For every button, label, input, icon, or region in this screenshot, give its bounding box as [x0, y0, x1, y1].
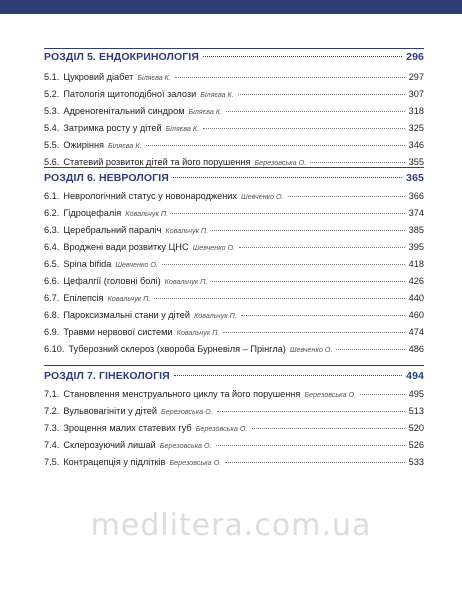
- entry-title: Цукровий діабет: [63, 72, 134, 82]
- toc-entry[interactable]: [44, 191, 424, 201]
- section-page: 296: [406, 51, 424, 63]
- toc-entry[interactable]: [44, 440, 424, 450]
- entry-number: 5.4.: [44, 123, 60, 133]
- entry-author: Шевченко О.: [115, 260, 158, 269]
- entry-title: Цефалгії (головні болі): [63, 276, 161, 286]
- entry-title: Зрощення малих статевих губ: [63, 423, 192, 433]
- entry-number: 6.5.: [44, 259, 60, 269]
- entry-title: Неврологічний статус у новонароджених: [63, 191, 238, 201]
- entry-author: Ковальчук П.: [194, 311, 237, 320]
- entry-number: 7.5.: [44, 457, 60, 467]
- entry-number: 5.1.: [44, 72, 60, 82]
- toc-entry[interactable]: [44, 344, 424, 354]
- dot-leader: [252, 428, 405, 429]
- entry-title: Церебральний параліч: [63, 225, 162, 235]
- entry-page: 440: [408, 293, 424, 303]
- toc-entry[interactable]: [44, 406, 424, 416]
- toc-entry[interactable]: [44, 310, 424, 320]
- entry-author: Ковальчук П.: [164, 277, 208, 286]
- dot-leader: [360, 394, 405, 395]
- section-page: 365: [406, 172, 424, 184]
- dot-leader: [175, 77, 405, 78]
- toc-entry[interactable]: [44, 457, 424, 467]
- entry-title: Затримка росту у дітей: [63, 123, 162, 133]
- entry-page: 346: [408, 140, 424, 150]
- dot-leader: [172, 213, 405, 214]
- dot-leader: [203, 56, 402, 57]
- toc-entry[interactable]: [44, 208, 424, 218]
- entry-author: Березовська О.: [159, 441, 212, 450]
- toc-entry[interactable]: [44, 389, 424, 399]
- entry-title: Епілепсія: [63, 293, 104, 303]
- entry-page: 533: [408, 457, 424, 467]
- entry-title: Патологія щитоподібної залози: [63, 89, 197, 99]
- dot-leader: [223, 332, 404, 333]
- entry-number: 5.3.: [44, 106, 60, 116]
- entry-page: 318: [408, 106, 424, 116]
- dot-leader: [241, 315, 405, 316]
- entry-number: 6.10.: [44, 344, 65, 354]
- entry-number: 7.4.: [44, 440, 60, 450]
- entry-page: 426: [408, 276, 424, 286]
- entry-page: 395: [408, 242, 424, 252]
- entry-page: 325: [408, 123, 424, 133]
- dot-leader: [216, 445, 405, 446]
- section-heading[interactable]: [44, 370, 424, 382]
- entry-page: 486: [408, 344, 424, 354]
- entry-page: 374: [408, 208, 424, 218]
- toc-entry[interactable]: [44, 157, 424, 167]
- entry-page: 355: [408, 157, 424, 167]
- entry-page: 460: [408, 310, 424, 320]
- entry-number: 7.2.: [44, 406, 60, 416]
- toc-entry[interactable]: [44, 423, 424, 433]
- toc-entry[interactable]: [44, 89, 424, 99]
- section-divider: [44, 167, 424, 168]
- entry-page: 366: [408, 191, 424, 201]
- entry-number: 6.8.: [44, 310, 60, 320]
- entry-author: Березовська О.: [254, 158, 307, 167]
- dot-leader: [336, 349, 404, 350]
- entry-author: Шевченко О.: [241, 192, 284, 201]
- dot-leader: [174, 375, 402, 376]
- toc-entry[interactable]: [44, 259, 424, 269]
- entry-number: 6.4.: [44, 242, 60, 252]
- entry-title: Адреногенітальний синдром: [63, 106, 185, 116]
- entry-author: Березовська О.: [169, 458, 222, 467]
- entry-number: 6.6.: [44, 276, 60, 286]
- dot-leader: [212, 281, 405, 282]
- entry-title: Контрацепція у підлітків: [63, 457, 166, 467]
- entry-number: 5.5.: [44, 140, 60, 150]
- entry-title: Вроджені вади розвитку ЦНС: [63, 242, 189, 252]
- entry-number: 6.9.: [44, 327, 60, 337]
- section-title: РОЗДІЛ 6. НЕВРОЛОГІЯ: [44, 172, 169, 184]
- section-heading[interactable]: [44, 51, 424, 63]
- toc-entry[interactable]: [44, 293, 424, 303]
- entry-page: 495: [408, 389, 424, 399]
- entry-page: 385: [408, 225, 424, 235]
- entry-number: 7.1.: [44, 389, 60, 399]
- entry-author: Біляєва К.: [108, 141, 142, 150]
- entry-page: 418: [408, 259, 424, 269]
- entry-title: Травми нервової системи: [63, 327, 173, 337]
- entry-title: Гідроцефалія: [63, 208, 122, 218]
- entry-page: 474: [408, 327, 424, 337]
- toc-entry[interactable]: [44, 242, 424, 252]
- section-title: РОЗДІЛ 7. ГІНЕКОЛОГІЯ: [44, 370, 170, 382]
- dot-leader: [217, 411, 405, 412]
- entry-author: Ковальчук П.: [125, 209, 169, 218]
- watermark: medlitera.com.ua: [90, 508, 372, 543]
- toc-entry[interactable]: [44, 276, 424, 286]
- entry-title: Ожиріння: [63, 140, 105, 150]
- dot-leader: [203, 128, 404, 129]
- dot-leader: [173, 177, 402, 178]
- entry-title: Становлення менструального циклу та його порушення: [63, 389, 301, 399]
- entry-author: Ковальчук П.: [176, 328, 220, 337]
- entry-title: Пароксизмальні стани у дітей: [63, 310, 191, 320]
- toc-entry[interactable]: [44, 225, 424, 235]
- entry-number: 5.2.: [44, 89, 60, 99]
- dot-leader: [212, 230, 404, 231]
- entry-page: 297: [408, 72, 424, 82]
- entry-title: Вульвовагініти у дітей: [63, 406, 157, 416]
- entry-number: 6.3.: [44, 225, 60, 235]
- toc-entry[interactable]: [44, 72, 424, 82]
- entry-page: 520: [408, 423, 424, 433]
- toc-entry[interactable]: [44, 327, 424, 337]
- entry-number: 6.7.: [44, 293, 60, 303]
- entry-author: Шевченко О.: [289, 345, 333, 354]
- entry-author: Біляєва К.: [165, 124, 200, 133]
- entry-author: Біляєва К.: [188, 107, 223, 116]
- entry-author: Ковальчук П.: [107, 294, 151, 303]
- dot-leader: [226, 111, 405, 112]
- entry-title: Статевий розвиток дітей та його порушення: [63, 157, 251, 167]
- entry-author: Біляєва К.: [137, 73, 171, 82]
- dot-leader: [310, 162, 404, 163]
- entry-title: Склерозуючий лишай: [63, 440, 156, 450]
- dot-leader: [225, 462, 404, 463]
- dot-leader: [154, 298, 404, 299]
- entry-author: Біляєва К.: [200, 90, 234, 99]
- section-divider: [44, 365, 424, 366]
- dot-leader: [238, 94, 405, 95]
- entry-title: Spina bifida: [63, 259, 112, 269]
- dot-leader: [288, 196, 405, 197]
- entry-number: 6.1.: [44, 191, 60, 201]
- entry-page: 526: [408, 440, 424, 450]
- entry-author: Березовська О.: [160, 407, 213, 416]
- toc-entry[interactable]: [44, 106, 424, 116]
- entry-number: 7.3.: [44, 423, 60, 433]
- entry-author: Шевченко О.: [192, 243, 236, 252]
- section-heading[interactable]: [44, 172, 424, 184]
- entry-author: Березовська О.: [304, 390, 357, 399]
- entry-page: 307: [408, 89, 424, 99]
- section-page: 494: [406, 370, 424, 382]
- dot-leader: [146, 145, 405, 146]
- entry-number: 6.2.: [44, 208, 60, 218]
- section-title: РОЗДІЛ 5. ЕНДОКРИНОЛОГІЯ: [44, 51, 199, 63]
- toc-entry[interactable]: [44, 140, 424, 150]
- entry-title: Туберозний склероз (хвороба Бурневіля – Прінгла): [68, 344, 286, 354]
- entry-author: Березовська О.: [195, 424, 248, 433]
- section-divider: [44, 48, 424, 49]
- toc-entry[interactable]: [44, 123, 424, 133]
- entry-author: Ковальчук П.: [165, 226, 209, 235]
- entry-page: 513: [408, 406, 424, 416]
- entry-number: 5.6.: [44, 157, 60, 167]
- dot-leader: [239, 247, 404, 248]
- dot-leader: [162, 264, 405, 265]
